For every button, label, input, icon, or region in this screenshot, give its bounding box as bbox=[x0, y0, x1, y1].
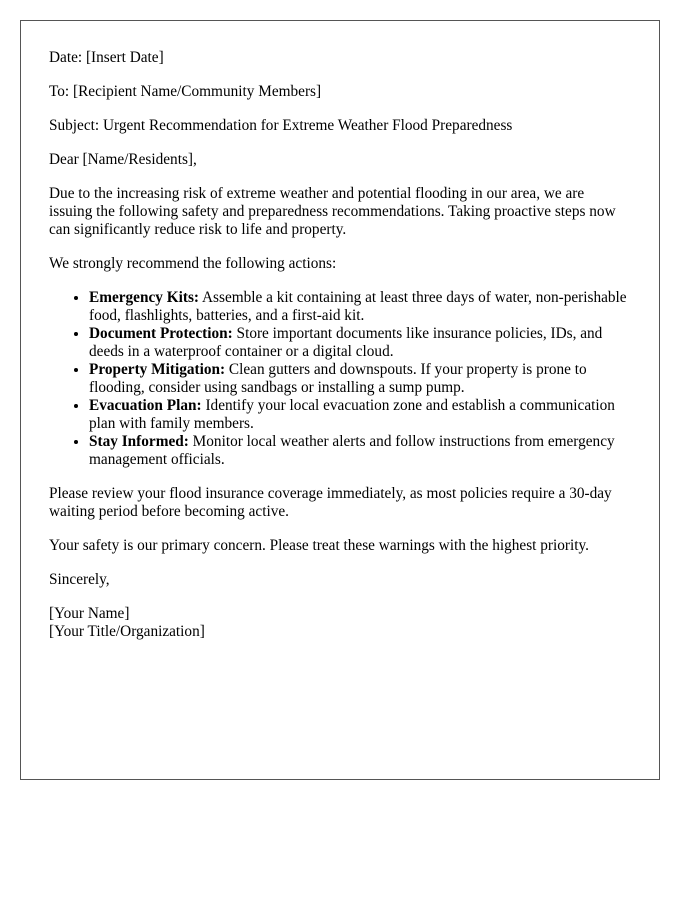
action-item-emergency-kits bbox=[89, 289, 631, 325]
closing: Sincerely, bbox=[49, 571, 110, 588]
greeting: Dear [Name/Residents], bbox=[49, 151, 197, 168]
intro-paragraph: Due to the increasing risk of extreme weather and potential flooding in our area, we are issuing the following safety and preparedness recommendations. Taking proactive steps now can significantly reduce risk to life and property. bbox=[49, 185, 616, 238]
subject-line: Subject: Urgent Recommendation for Extreme Weather Flood Preparedness bbox=[49, 117, 513, 134]
action-title: Property Mitigation: bbox=[89, 361, 226, 378]
action-text: Store important documents like insurance policies, IDs, and deeds in a waterproof container or a digital cloud. bbox=[89, 325, 603, 360]
action-item-property-mitigation bbox=[89, 361, 631, 397]
list-intro: We strongly recommend the following actions: bbox=[49, 255, 337, 272]
action-text: Clean gutters and downspouts. If your property is prone to flooding, consider using sandbags or installing a sump pump. bbox=[89, 361, 587, 396]
action-text: Assemble a kit containing at least three days of water, non-perishable food, flashlights, batteries, and a first-aid kit. bbox=[89, 289, 627, 324]
recipient-line: To: [Recipient Name/Community Members] bbox=[49, 83, 322, 100]
action-text: Monitor local weather alerts and follow instructions from emergency management officials. bbox=[89, 433, 615, 468]
signature-block bbox=[49, 605, 631, 641]
signature-name: [Your Name] bbox=[49, 605, 130, 622]
action-title: Emergency Kits: bbox=[89, 289, 200, 306]
action-title: Stay Informed: bbox=[89, 433, 189, 450]
signature-title: [Your Title/Organization] bbox=[49, 623, 205, 640]
letter-page bbox=[20, 20, 660, 780]
action-text: Identify your local evacuation zone and establish a communication plan with family members. bbox=[89, 397, 615, 432]
action-item-evacuation-plan bbox=[89, 397, 631, 433]
action-item-stay-informed bbox=[89, 433, 631, 469]
action-title: Document Protection: bbox=[89, 325, 233, 342]
actions-list bbox=[49, 289, 631, 469]
date-line: Date: [Insert Date] bbox=[49, 49, 164, 66]
action-item-document-protection bbox=[89, 325, 631, 361]
insurance-paragraph: Please review your flood insurance coverage immediately, as most policies require a 30-day waiting period before becoming active. bbox=[49, 485, 612, 520]
action-title: Evacuation Plan: bbox=[89, 397, 202, 414]
safety-paragraph: Your safety is our primary concern. Please treat these warnings with the highest priority. bbox=[49, 537, 589, 554]
